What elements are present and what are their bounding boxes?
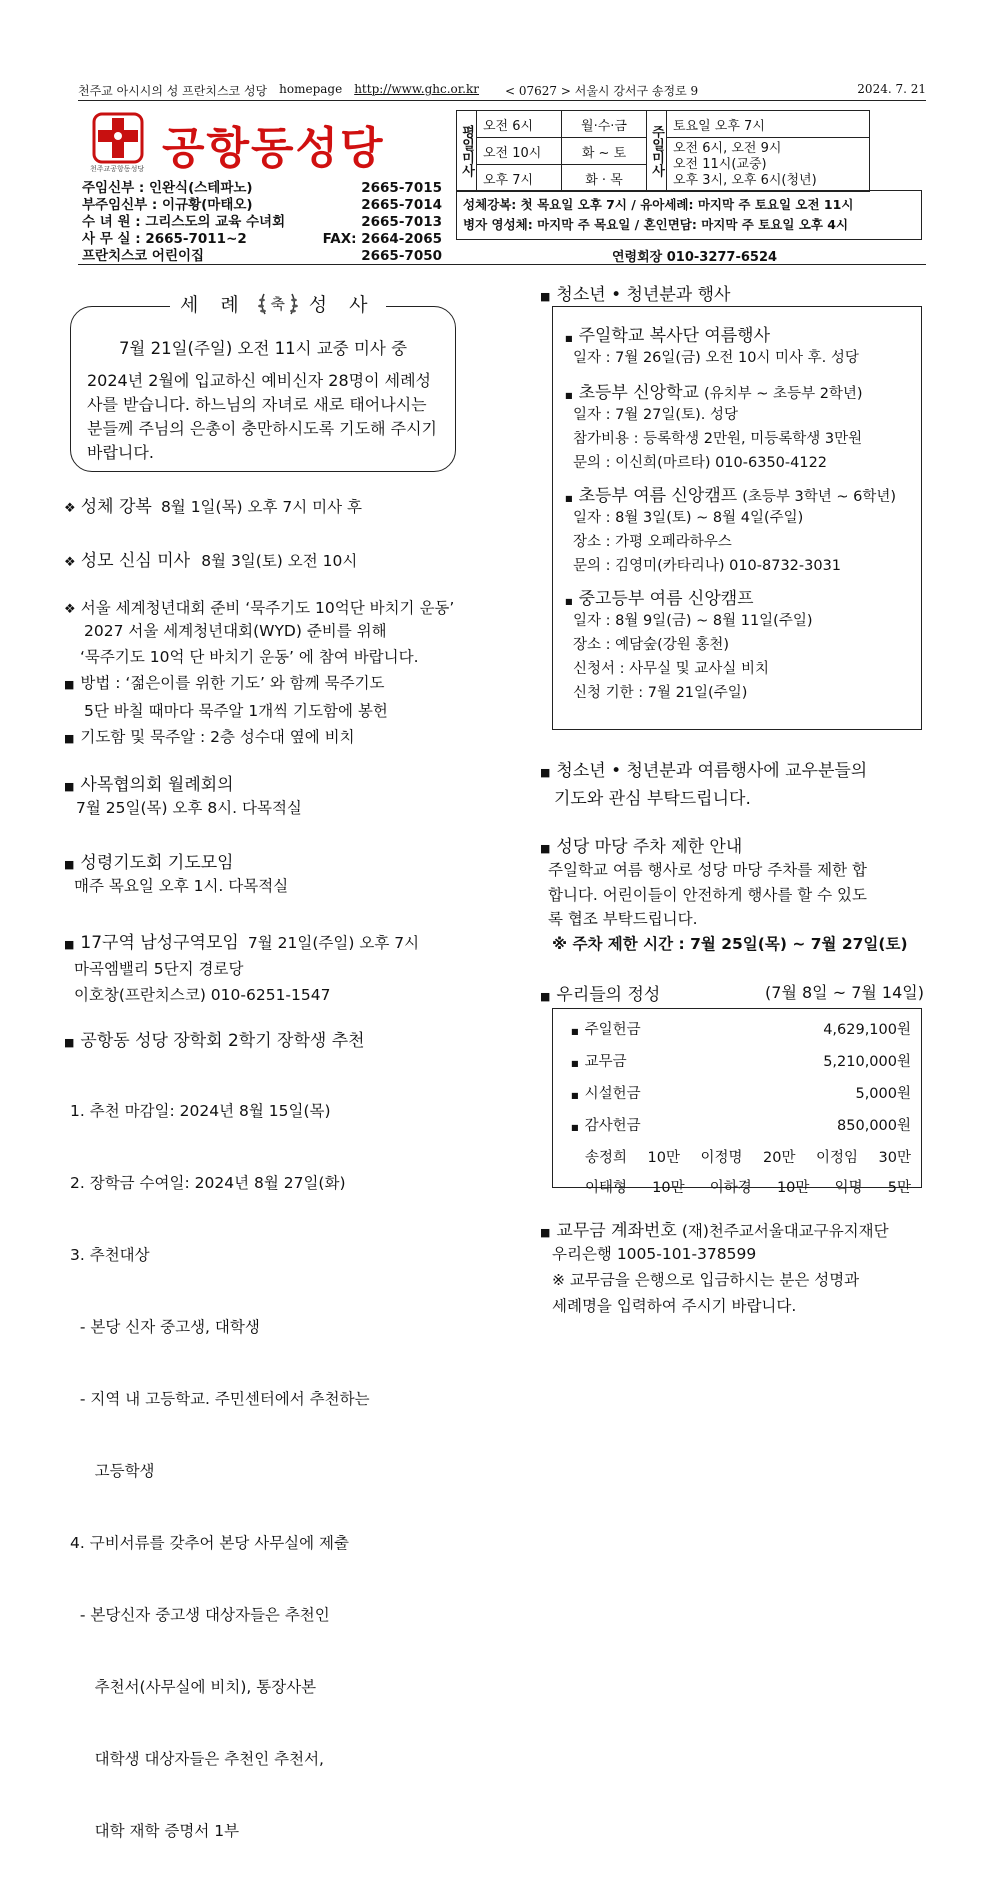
staff-row	[82, 180, 442, 197]
church-name: 공항동성당	[162, 123, 385, 174]
notice-line: 이호창(프란치스코) 010-6251-1547	[74, 986, 331, 1004]
offering-box	[552, 1008, 922, 1196]
mass-days: 월·수·금	[562, 111, 647, 138]
event-line: 일자 : 7월 26일(금) 오전 10시 미사 후. 성당	[573, 350, 859, 366]
staff-row	[82, 231, 442, 248]
staff-phone: 2665-7013	[361, 214, 442, 230]
mass-days: 화 ~ 토	[562, 138, 647, 165]
scholarship-line: 3. 추천대상	[70, 1246, 150, 1264]
event-line: 일자 : 8월 9일(금) ~ 8월 11일(주일)	[573, 613, 813, 629]
offering-label: 시설헌금	[584, 1086, 641, 1102]
offering-label: 주일헌금	[584, 1022, 641, 1038]
prayer-request	[540, 758, 867, 812]
notice-detail: 매주 목요일 오후 1시. 다목적실	[74, 877, 289, 895]
donor-amount: 10만	[647, 1150, 680, 1166]
notice-prayer-group	[64, 848, 288, 899]
notice-adoration	[64, 492, 362, 520]
offering-label: 감사헌금	[584, 1118, 641, 1134]
sunday-mass-time: 오전 6시, 오전 9시	[673, 140, 782, 156]
notice-title: 사목협의회 월례회의	[80, 775, 234, 795]
parking-line: 록 협조 부탁드립니다.	[548, 910, 698, 928]
diamond-bullet-icon: ❖	[64, 602, 76, 617]
baptism-heading: 7월 21일(주일) 오전 11시 교중 미사 중	[118, 339, 408, 358]
youth-events-heading	[540, 280, 730, 305]
event-subtitle: (초등부 3학년 ~ 6학년)	[742, 489, 897, 505]
notice-marian-mass	[64, 546, 357, 574]
event-title: 초등부 여름 신앙캠프	[578, 486, 738, 506]
scholarship-line: 대학 재학 증명서 1부	[70, 1822, 240, 1840]
staff-row	[82, 214, 442, 231]
baptism-title-mid: 축	[270, 294, 285, 313]
account-note: ※ 교무금을 은행으로 입금하시는 분은 성명과	[552, 1271, 860, 1289]
event-title: 중고등부 여름 신앙캠프	[578, 589, 754, 609]
staff-list	[82, 180, 442, 265]
mass-time: 오후 7시	[477, 165, 562, 192]
event-line: 문의 : 이신희(마르타) 010-6350-4122	[573, 455, 828, 471]
section-rule	[78, 264, 926, 265]
scholarship-line: 고등학생	[70, 1462, 155, 1480]
diamond-bullet-icon: ❖	[64, 501, 76, 516]
staff-role: 부주임신부 : 이규황(마태오)	[82, 197, 253, 213]
prayer-line: 기도와 관심 부탁드립니다.	[554, 789, 751, 809]
donor-amount: 20만	[763, 1150, 796, 1166]
laurel-icon	[255, 288, 301, 318]
notice-detail: 8월 3일(토) 오전 10시	[201, 552, 358, 570]
square-bullet-icon: ■	[64, 1036, 75, 1049]
notice-title: 성체 강복	[80, 497, 152, 517]
baptism-notice	[70, 306, 456, 472]
offering-row: ■ 시설헌금 5,000원	[571, 1079, 911, 1111]
sunday-mass-time: 토요일 오후 7시	[667, 111, 870, 138]
donor-name: 이하경	[709, 1180, 752, 1196]
donor-name: 송정희	[585, 1150, 628, 1166]
staff-role: 사 무 실 : 2665-7011~2	[82, 231, 247, 247]
mass-time: 오전 6시	[477, 111, 562, 138]
notice-title: 성모 신심 미사	[80, 551, 191, 571]
staff-role: 수 녀 원 : 그리스도의 교육 수녀회	[82, 214, 286, 230]
donor-name: 이정임	[816, 1150, 859, 1166]
offering-row: ■ 감사헌금 850,000원	[571, 1111, 911, 1143]
event-subtitle: (유치부 ~ 초등부 2학년)	[704, 386, 863, 402]
parking-notice	[540, 832, 940, 957]
square-bullet-icon: ■	[64, 858, 75, 871]
event-line: 문의 : 김영미(카타리나) 010-8732-3031	[573, 558, 842, 574]
event-line: 일자 : 8월 3일(토) ~ 8월 4일(주일)	[573, 510, 804, 526]
event-line: 신청서 : 사무실 및 교사실 비치	[573, 661, 770, 677]
issue-date: 2024. 7. 21	[857, 82, 926, 96]
notice-title: 17구역 남성구역모임	[80, 933, 239, 953]
scholarship-line: 2. 장학금 수여일: 2024년 8월 27일(화)	[70, 1174, 346, 1192]
sacrament-info-line: 병자 영성체: 마지막 주 목요일 / 혼인면담: 마지막 주 토요일 오후 4시	[463, 217, 849, 232]
offering-row: ■ 주일헌금 4,629,100원	[571, 1015, 911, 1047]
event-line: 참가비용 : 등록학생 2만원, 미등록학생 3만원	[573, 431, 863, 447]
notice-line: ‘묵주기도 10억 단 바치기 운동’ 에 참여 바랍니다.	[80, 648, 419, 666]
mass-schedule-table	[456, 110, 870, 192]
section-title: 우리들의 정성	[556, 985, 661, 1005]
square-bullet-icon: ■	[565, 334, 573, 343]
donor-name: 이정명	[700, 1150, 743, 1166]
staff-role: 프란치스코 어린이집	[82, 248, 205, 264]
prayer-line: 청소년 • 청년분과 여름행사에 교우분들의	[556, 761, 868, 781]
youth-events-list	[565, 321, 915, 705]
notice-detail: 8월 1일(목) 오후 7시 미사 후	[160, 498, 363, 516]
event-line: 장소 : 가평 오페라하우스	[573, 534, 732, 550]
notice-district-meeting	[64, 928, 419, 1008]
event-title: 주일학교 복사단 여름행사	[578, 326, 771, 346]
baptism-title-left: 세 례	[180, 293, 247, 316]
account-notice	[540, 1216, 960, 1319]
notice-line: 마곡엠밸리 5단지 경로당	[74, 960, 244, 978]
church-logo-icon	[92, 112, 144, 164]
sunday-mass-label: 주일미사	[647, 111, 667, 192]
notice-detail: 7월 21일(주일) 오후 7시	[247, 934, 420, 952]
section-title: 청소년 • 청년분과 행사	[556, 285, 731, 305]
offering-amount: 4,629,100원	[823, 1022, 911, 1038]
square-bullet-icon: ■	[540, 1226, 551, 1239]
notice-title: 교무금 계좌번호	[556, 1221, 677, 1241]
parking-line: 합니다. 어린이들이 안전하게 행사를 할 수 있도	[548, 886, 867, 904]
notice-line: 5단 바칠 때마다 묵주알 1개씩 기도함에 봉헌	[84, 702, 388, 720]
notice-title: 성당 마당 주차 제한 안내	[556, 837, 743, 857]
sunday-mass-times	[667, 138, 870, 192]
offering-list	[571, 1015, 911, 1203]
notice-wyd-rosary	[64, 596, 464, 752]
scholarship-line: 추천서(사무실에 비치), 통장사본	[70, 1678, 317, 1696]
donor-amount: 5만	[887, 1180, 911, 1196]
header-topline	[78, 82, 926, 99]
account-org: (재)천주교서울대교구유지재단	[681, 1222, 889, 1240]
square-bullet-icon: ■	[540, 990, 551, 1003]
header-rule	[78, 100, 926, 101]
scholarship-line: 1. 추천 마감일: 2024년 8월 15일(목)	[70, 1102, 331, 1120]
donor-amount: 10만	[776, 1180, 810, 1196]
sunday-mass-time: 오후 3시, 오후 6시(청년)	[673, 172, 817, 188]
funeral-contact: 연령회장 010-3277-6524	[612, 250, 778, 265]
mass-days: 화 · 목	[562, 165, 647, 192]
event-line: 장소 : 예담숲(강원 홍천)	[573, 637, 730, 653]
staff-phone: 2665-7050	[361, 248, 442, 264]
donor-name: 이태형	[585, 1180, 628, 1196]
staff-phone: 2665-7015	[361, 180, 442, 196]
staff-phone: 2665-7014	[361, 197, 442, 213]
square-bullet-icon: ■	[64, 780, 75, 793]
sacrament-info-line: 성체강복: 첫 목요일 오후 7시 / 유아세례: 마지막 주 토요일 오전 11시	[463, 197, 854, 212]
notice-title: 공항동 성당 장학회 2학기 장학생 추천	[80, 1031, 365, 1051]
staff-phone: FAX: 2664-2065	[322, 231, 442, 247]
account-note: 세례명을 입력하여 주시기 바랍니다.	[552, 1297, 797, 1315]
notice-detail: 7월 25일(목) 오후 8시. 다목적실	[76, 799, 302, 817]
notice-line: 방법 : ‘젊은이를 위한 기도’ 와 함께 묵주기도	[80, 674, 385, 692]
event-line: 신청 기한 : 7월 21일(주일)	[573, 685, 748, 701]
donor-amount: 10만	[652, 1180, 685, 1196]
square-bullet-icon: ■	[540, 842, 551, 855]
offering-label: 교무금	[584, 1054, 627, 1070]
notice-title: 성령기도회 기도모임	[80, 853, 234, 873]
square-bullet-icon: ■	[565, 391, 573, 400]
address: < 07627 > 서울시 강서구 송정로 9	[505, 84, 699, 98]
baptism-body: 2024년 2월에 입교하신 예비신자 28명이 세례성사를 받습니다. 하느님의 자녀로 새로 태어나시는 분들께 주님의 은총이 충만하시도록 기도해 주시기 바랍니다.	[87, 371, 438, 462]
event-title: 초등부 신앙학교	[578, 383, 699, 403]
square-bullet-icon: ■	[540, 766, 551, 779]
scholarship-line: - 지역 내 고등학교. 주민센터에서 추천하는	[70, 1390, 370, 1408]
offering-period: (7월 8일 ~ 7월 14일)	[765, 983, 924, 1002]
diamond-bullet-icon: ❖	[64, 555, 76, 570]
event-line: 일자 : 7월 27일(토). 성당	[573, 407, 738, 423]
scholarship-line: - 본당 신자 중고생, 대학생	[70, 1318, 260, 1336]
donor-row	[571, 1143, 911, 1173]
parking-line: 주일학교 여름 행사로 성당 마당 주차를 제한 합	[548, 861, 867, 879]
homepage-label: homepage	[279, 82, 343, 96]
donor-amount: 30만	[878, 1150, 911, 1166]
sunday-mass-time: 오전 11시(교중)	[673, 156, 767, 172]
sacrament-info-box	[456, 190, 922, 240]
scholarship-line: - 본당신자 중고생 대상자들은 추천인	[70, 1606, 330, 1624]
staff-role: 주임신부 : 인완식(스테파노)	[82, 180, 253, 196]
offering-heading	[540, 980, 924, 1005]
logo-caption: 천주교공항동성당	[90, 165, 145, 173]
mass-time: 오전 10시	[477, 138, 562, 165]
baptism-title	[170, 288, 386, 318]
youth-events-box	[552, 306, 922, 730]
offering-amount: 5,210,000원	[823, 1054, 911, 1070]
square-bullet-icon: ■	[64, 732, 75, 745]
square-bullet-icon: ■	[540, 290, 551, 303]
notice-scholarship	[64, 1026, 484, 1891]
notice-line: 2027 서울 세계청년대회(WYD) 준비를 위해	[84, 622, 387, 640]
staff-row	[82, 197, 442, 214]
church-full-name: 천주교 아시시의 성 프란치스코 성당	[78, 84, 268, 98]
square-bullet-icon: ■	[565, 494, 573, 503]
square-bullet-icon: ■	[64, 678, 75, 691]
account-number: 우리은행 1005-101-378599	[552, 1245, 757, 1263]
scholarship-line: 4. 구비서류를 갖추어 본당 사무실에 제출	[70, 1534, 349, 1552]
notice-council-meeting	[64, 770, 302, 821]
notice-title: 서울 세계청년대회 준비 ‘묵주기도 10억단 바치기 운동’	[80, 599, 455, 617]
square-bullet-icon: ■	[565, 597, 573, 606]
donor-name: 익명	[834, 1180, 863, 1196]
scholarship-lines	[64, 1051, 484, 1891]
scholarship-line: 대학생 대상자들은 추천인 추천서,	[70, 1750, 324, 1768]
offering-row: ■ 교무금 5,210,000원	[571, 1047, 911, 1079]
notice-line: 기도함 및 묵주알 : 2층 성수대 옆에 비치	[80, 728, 355, 746]
baptism-title-right: 성 사	[308, 293, 376, 316]
weekday-mass-label: 평일미사	[457, 111, 477, 192]
square-bullet-icon: ■	[64, 938, 75, 951]
offering-amount: 850,000원	[837, 1118, 911, 1134]
homepage-link[interactable]: http://www.ghc.or.kr	[354, 82, 480, 96]
staff-row	[82, 248, 442, 265]
donor-row	[571, 1173, 911, 1203]
parking-time: ※ 주차 제한 시간 : 7월 25일(목) ~ 7월 27일(토)	[552, 935, 908, 953]
offering-amount: 5,000원	[855, 1086, 911, 1102]
